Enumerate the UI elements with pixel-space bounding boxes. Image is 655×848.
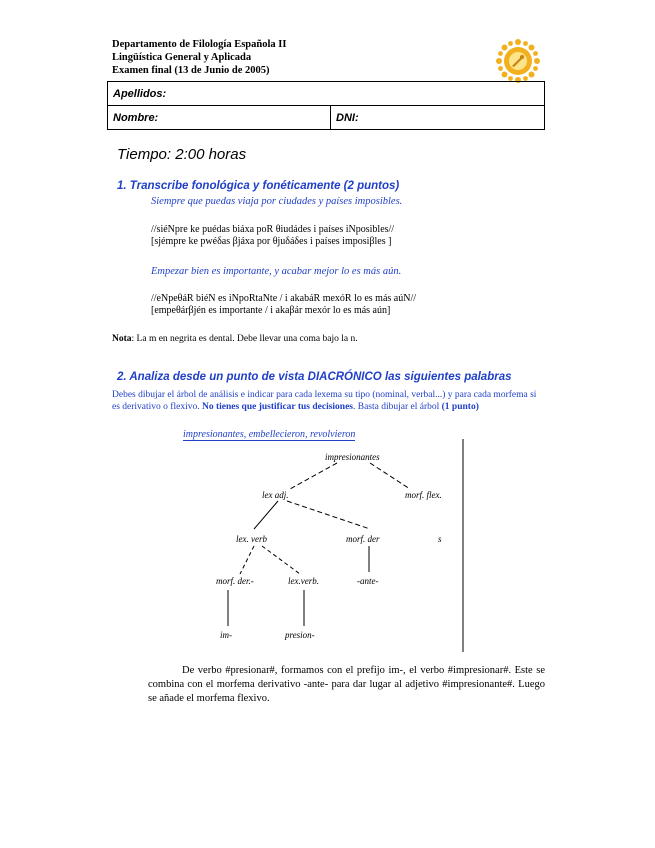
- section-2-title: 2. Analiza desde un punto de vista DIACRÓNICO las siguientes palabras: [117, 371, 512, 383]
- tree-edge-root-lexadj: [290, 463, 337, 489]
- tree-node-im: im-: [220, 630, 232, 640]
- exam-duration: Tiempo: 2:00 horas: [117, 146, 247, 163]
- explanation-text: De verbo #presionar#, formamos con el prefijo im-, el verbo #impresionar#. Este se combina con el morfema derivativo -ante- para dar lugar al adjetivo #impresionante#. Luego se añade el morfema flexivo.: [148, 665, 545, 704]
- tree-node-lex-verb: lex. verb: [236, 534, 267, 544]
- phonetic-transcription-1: [sjémpre ke pwéδas βjáxa por θjuδáδes i países imposiβles ]: [151, 236, 392, 247]
- sentence-2: Empezar bien es importante, y acabar mejor lo es más aún.: [151, 266, 402, 277]
- tree-node-lex-adj: lex adj.: [262, 490, 289, 500]
- phonological-transcription-2: //eNpeθáR biéN es iNpoRtaNte / i akabáR mexóR lo es más aúN//: [151, 293, 417, 304]
- instr-text-b: No tienes que justificar tus decisiones: [201, 402, 353, 412]
- area-line: Lingüística General y Aplicada: [112, 52, 252, 63]
- tree-edge-lexverb-morfder2: [240, 546, 254, 574]
- tree-node-presion: presion-: [285, 630, 315, 640]
- words-to-analyze: impresionantes, embellecieron, revolvieron: [183, 429, 356, 440]
- phonological-transcription-1: //siéNpre ke puédas biáxa poR θiudádes i países iNposibles//: [151, 224, 395, 235]
- nombre-field[interactable]: Nombre:: [108, 106, 331, 130]
- dni-field[interactable]: DNI:: [331, 106, 545, 130]
- tree-node-root: impresionantes: [325, 452, 380, 462]
- explanation-paragraph: [148, 664, 545, 706]
- tree-node-morf-der2: morf. der.-: [216, 576, 254, 586]
- apellidos-field[interactable]: Apellidos:: [108, 82, 545, 106]
- tree-edge-lexverb-lexverb2: [262, 546, 300, 574]
- tree-node-morf-flex: morf. flex.: [405, 490, 442, 500]
- instr-text-a: Debes dibujar el árbol de análisis e indicar para cada lexema su tipo (nominal, verbal...) y para cada morfema si es derivativo o flexivo.: [112, 390, 537, 412]
- tree-node-s: s: [438, 534, 442, 544]
- instr-text-c: . Basta dibujar el árbol: [353, 402, 442, 412]
- phonetic-transcription-2: [empeθárβjén es importante / i akaβár mexór lo es más aún]: [151, 305, 391, 316]
- tree-edge-root-morfflex: [370, 463, 410, 489]
- nota-text: : La m en negrita es dental. Debe llevar una coma bajo la n.: [131, 334, 358, 344]
- instr-points: (1 punto): [441, 402, 479, 412]
- department-line: Departamento de Filología Española II: [112, 39, 287, 50]
- exam-date-line: Examen final (13 de Junio de 2005): [112, 65, 270, 76]
- tree-edge-lexadj-lexverb: [254, 501, 278, 529]
- tree-node-morf-der: morf. der: [346, 534, 380, 544]
- section-1-title: 1. Transcribe fonológica y fonéticamente (2 puntos): [117, 180, 400, 192]
- nota-label: Nota: [112, 334, 132, 344]
- sentence-1: Siempre que puedas viaja por ciudades y países imposibles.: [151, 196, 403, 207]
- tree-node-ante: -ante-: [357, 576, 379, 586]
- tree-edge-lexadj-morfder: [287, 501, 370, 529]
- tree-node-lex-verb2: lex.verb.: [288, 576, 319, 586]
